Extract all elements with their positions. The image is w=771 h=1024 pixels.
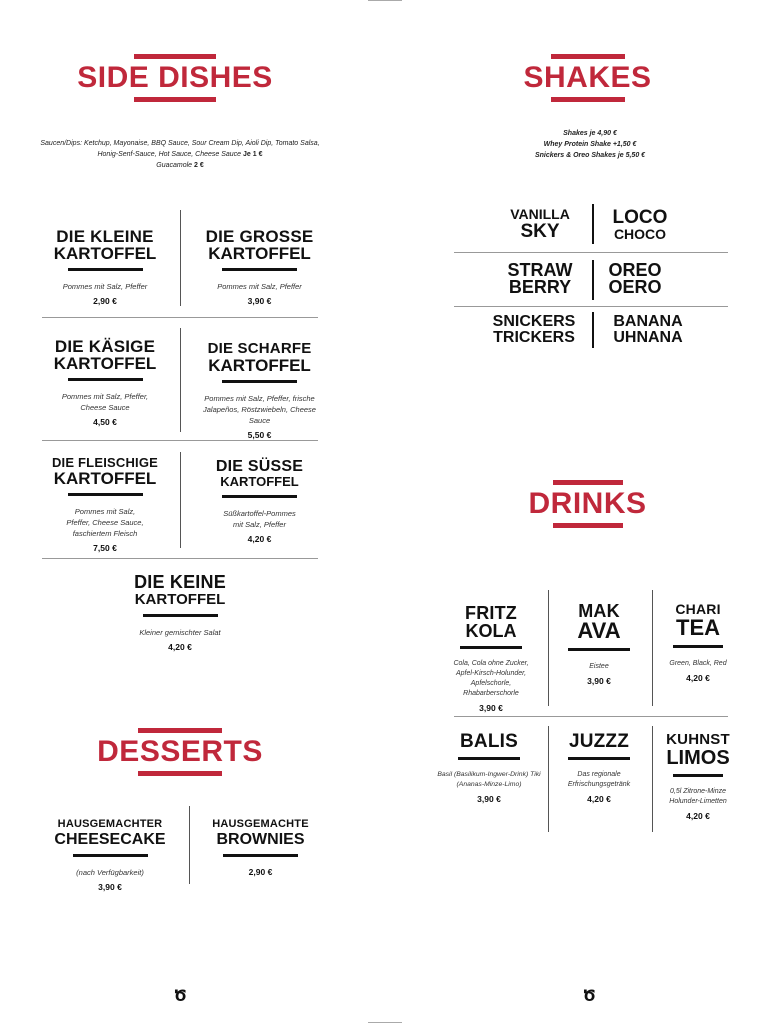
item-price: 2,90 €	[93, 296, 117, 306]
shakes-note-line-3: Snickers & Oreo Shakes je 5,50 €	[534, 152, 646, 159]
shake-banana-uhnana	[600, 314, 696, 346]
item-description: Cola, Cola ohne Zucker, Apfel-Kirsch-Holunder, Apfelschorle, Rhabarberschorle	[453, 660, 529, 697]
shake-line2: SKY	[520, 221, 560, 242]
item-underline	[68, 378, 143, 381]
item-price: 4,20 €	[686, 811, 710, 821]
item-title-line2: KARTOFFEL	[208, 356, 311, 375]
divider-vertical	[652, 726, 653, 832]
item-description: Pommes mit Salz, Pfeffer	[62, 282, 148, 291]
item-price: 4,20 €	[247, 534, 272, 544]
drinks-title: DRINKS	[500, 486, 675, 522]
item-title-line1: DIE FLEISCHIGE	[51, 455, 159, 470]
sauces-note	[20, 138, 340, 171]
shake-line1: VANILLA	[510, 206, 570, 222]
item-underline	[68, 268, 143, 271]
item-price: 2,90 €	[248, 867, 273, 877]
side-dishes-title: SIDE DISHES	[60, 60, 290, 96]
item-title-line2: KARTOFFEL	[220, 474, 299, 489]
shakes-note-line-2: Whey Protein Shake +1,50 €	[543, 141, 637, 148]
divider-horizontal	[42, 558, 318, 559]
item-description: Pommes mit Salz, Pfeffer, Cheese Sauce	[61, 392, 149, 412]
desserts-title: DESSERTS	[75, 734, 285, 770]
shakes-note-line-1: Shakes je 4,90 €	[563, 130, 617, 137]
item-description: Pommes mit Salz, Pfeffer, Cheese Sauce, faschiertem Fleisch	[66, 507, 144, 538]
sauces-note-line-2: Honig-Senf-Sauce, Hot Sauce, Cheese Sauce Je 1 €	[97, 151, 263, 158]
item-underline	[222, 380, 297, 383]
item-underline	[673, 645, 723, 648]
drink-juzzz	[556, 732, 642, 804]
item-title-line1: DIE KLEINE	[56, 227, 154, 246]
divider-vertical	[592, 260, 594, 300]
brand-logo-left-icon: Ծ	[174, 988, 187, 1005]
menu-item-die-fleischige-kartoffel	[40, 456, 170, 553]
item-title-line1: BALIS	[460, 731, 518, 752]
item-underline	[460, 646, 522, 649]
menu-item-die-kleine-kartoffel	[40, 228, 170, 306]
item-title-line2: KARTOFFEL	[134, 591, 226, 608]
divider-vertical	[189, 806, 190, 884]
divider-vertical	[548, 726, 549, 832]
item-title-line2: KARTOFFEL	[53, 244, 157, 263]
divider-vertical	[652, 590, 653, 706]
item-title-line1: FRITZ	[465, 603, 517, 623]
item-underline	[143, 614, 218, 617]
shake-loco-choco	[600, 208, 680, 242]
shake-line2: UHNANA	[613, 329, 683, 346]
divider-horizontal	[454, 716, 728, 717]
shake-vanilla-sky	[494, 207, 586, 241]
item-title-line1: CHARI	[675, 601, 721, 617]
item-underline	[458, 757, 520, 760]
item-title-line2: KARTOFFEL	[53, 354, 157, 373]
item-description: Eistee	[589, 663, 609, 670]
menu-item-die-suesse-kartoffel	[192, 458, 327, 544]
item-price: 4,50 €	[93, 417, 117, 427]
drink-kuhnst-limos	[656, 732, 740, 821]
item-title-line2: CHEESECAKE	[54, 831, 166, 848]
item-description: 0,5l Zitrone-Minze Holunder-Limetten	[669, 788, 727, 805]
shake-line2: OERO	[608, 277, 662, 297]
item-underline	[73, 854, 148, 857]
item-title-line1: JUZZZ	[568, 731, 630, 752]
item-title-line2: LIMOS	[666, 747, 730, 769]
item-underline	[568, 757, 630, 760]
shake-line1: OREO	[608, 260, 662, 280]
item-description: Pommes mit Salz, Pfeffer, frische Jalapeños, Röstzwiebeln, Cheese Sauce	[203, 394, 316, 425]
item-price: 3,90 €	[477, 794, 501, 804]
item-title-line2: KOLA	[465, 621, 517, 641]
item-title-line1: DIE SCHARFE	[207, 340, 312, 357]
shake-straw-berry	[494, 262, 586, 296]
drink-mak-ava	[556, 602, 642, 686]
item-price: 7,50 €	[93, 543, 117, 553]
shake-line2: TRICKERS	[493, 329, 575, 346]
item-price: 4,20 €	[168, 642, 192, 652]
item-underline	[222, 495, 297, 498]
divider-vertical	[180, 328, 181, 432]
shakes-note	[490, 128, 690, 161]
item-description: Green, Black, Red	[669, 660, 727, 667]
divider-horizontal	[454, 252, 728, 253]
shake-line1: BANANA	[613, 313, 683, 330]
item-price: 4,20 €	[587, 794, 611, 804]
item-price: 5,50 €	[247, 430, 272, 440]
divider-horizontal	[454, 306, 728, 307]
divider-vertical	[592, 312, 594, 348]
item-title-line1: HAUSGEMACHTE	[212, 818, 309, 830]
item-underline	[673, 774, 723, 777]
shake-line2: BERRY	[508, 277, 572, 297]
divider-vertical	[592, 204, 594, 244]
item-underline	[68, 493, 143, 496]
menu-item-brownies	[198, 818, 323, 877]
item-title-line2: TEA	[676, 615, 720, 640]
brand-logo-right-icon: Ծ	[583, 988, 596, 1005]
menu-item-cheesecake	[45, 818, 175, 892]
item-price: 4,20 €	[686, 673, 710, 683]
divider-horizontal	[42, 440, 318, 441]
divider-vertical	[180, 210, 181, 306]
item-underline	[568, 648, 630, 651]
drink-fritz-kola	[445, 604, 537, 713]
shake-snickers-trickers	[484, 314, 584, 346]
item-underline	[223, 854, 298, 857]
item-description: Das regionale Erfrischungsgetränk	[567, 771, 631, 788]
item-description: Kleiner gemischter Salat	[139, 628, 221, 637]
item-title-line2: KARTOFFEL	[208, 244, 311, 263]
item-title-line1: HAUSGEMACHTER	[57, 818, 163, 830]
page-divider-top	[368, 0, 402, 1]
shake-line1: SNICKERS	[492, 313, 576, 330]
shake-oreo-oero	[600, 262, 670, 296]
sauces-note-line-1: Saucen/Dips: Ketchup, Mayonaise, BBQ Sauce, Sour Cream Dip, Aioli Dip, Tomato Salsa,	[40, 140, 320, 147]
shake-line1: STRAW	[507, 260, 573, 280]
drink-chari-tea	[658, 602, 738, 683]
item-price: 3,90 €	[587, 676, 611, 686]
divider-horizontal	[42, 317, 318, 318]
item-title-line1: KUHNST	[666, 731, 730, 748]
menu-item-die-kaesige-kartoffel	[40, 338, 170, 427]
drink-balis	[430, 732, 548, 804]
menu-item-die-scharfe-kartoffel	[192, 340, 327, 440]
menu-item-die-keine-kartoffel	[110, 574, 250, 652]
guacamole-note: Guacamole 2 €	[156, 162, 204, 169]
item-description: Basil (Basilikum-Ingwer-Drink) Tiki (Ananas-Minze-Limo)	[437, 771, 541, 788]
item-title-line1: DIE KÄSIGE	[54, 337, 156, 356]
item-description: Pommes mit Salz, Pfeffer	[217, 282, 302, 291]
divider-vertical	[548, 590, 549, 706]
item-title-line1: MAK	[578, 601, 620, 621]
item-title-line2: AVA	[577, 618, 621, 643]
item-underline	[222, 268, 297, 271]
item-price: 3,90 €	[479, 703, 503, 713]
item-title-line2: BROWNIES	[216, 831, 305, 848]
item-price: 3,90 €	[98, 882, 122, 892]
item-title-line2: KARTOFFEL	[53, 469, 157, 488]
page-divider-bottom	[368, 1022, 402, 1023]
menu-item-die-grosse-kartoffel	[192, 228, 327, 306]
item-price: 3,90 €	[247, 296, 272, 306]
item-title-line1: DIE GROSSE	[205, 227, 314, 246]
divider-vertical	[180, 452, 181, 548]
shakes-title: SHAKES	[495, 60, 680, 96]
item-title-line1: DIE SÜSSE	[215, 458, 304, 475]
item-description: Süßkartoffel-Pommes mit Salz, Pfeffer	[223, 509, 296, 529]
item-description: (nach Verfügbarkeit)	[76, 868, 144, 877]
shake-line1: LOCO	[612, 207, 668, 228]
item-title-line1: DIE KEINE	[134, 572, 226, 592]
shake-line2: CHOCO	[613, 226, 667, 242]
